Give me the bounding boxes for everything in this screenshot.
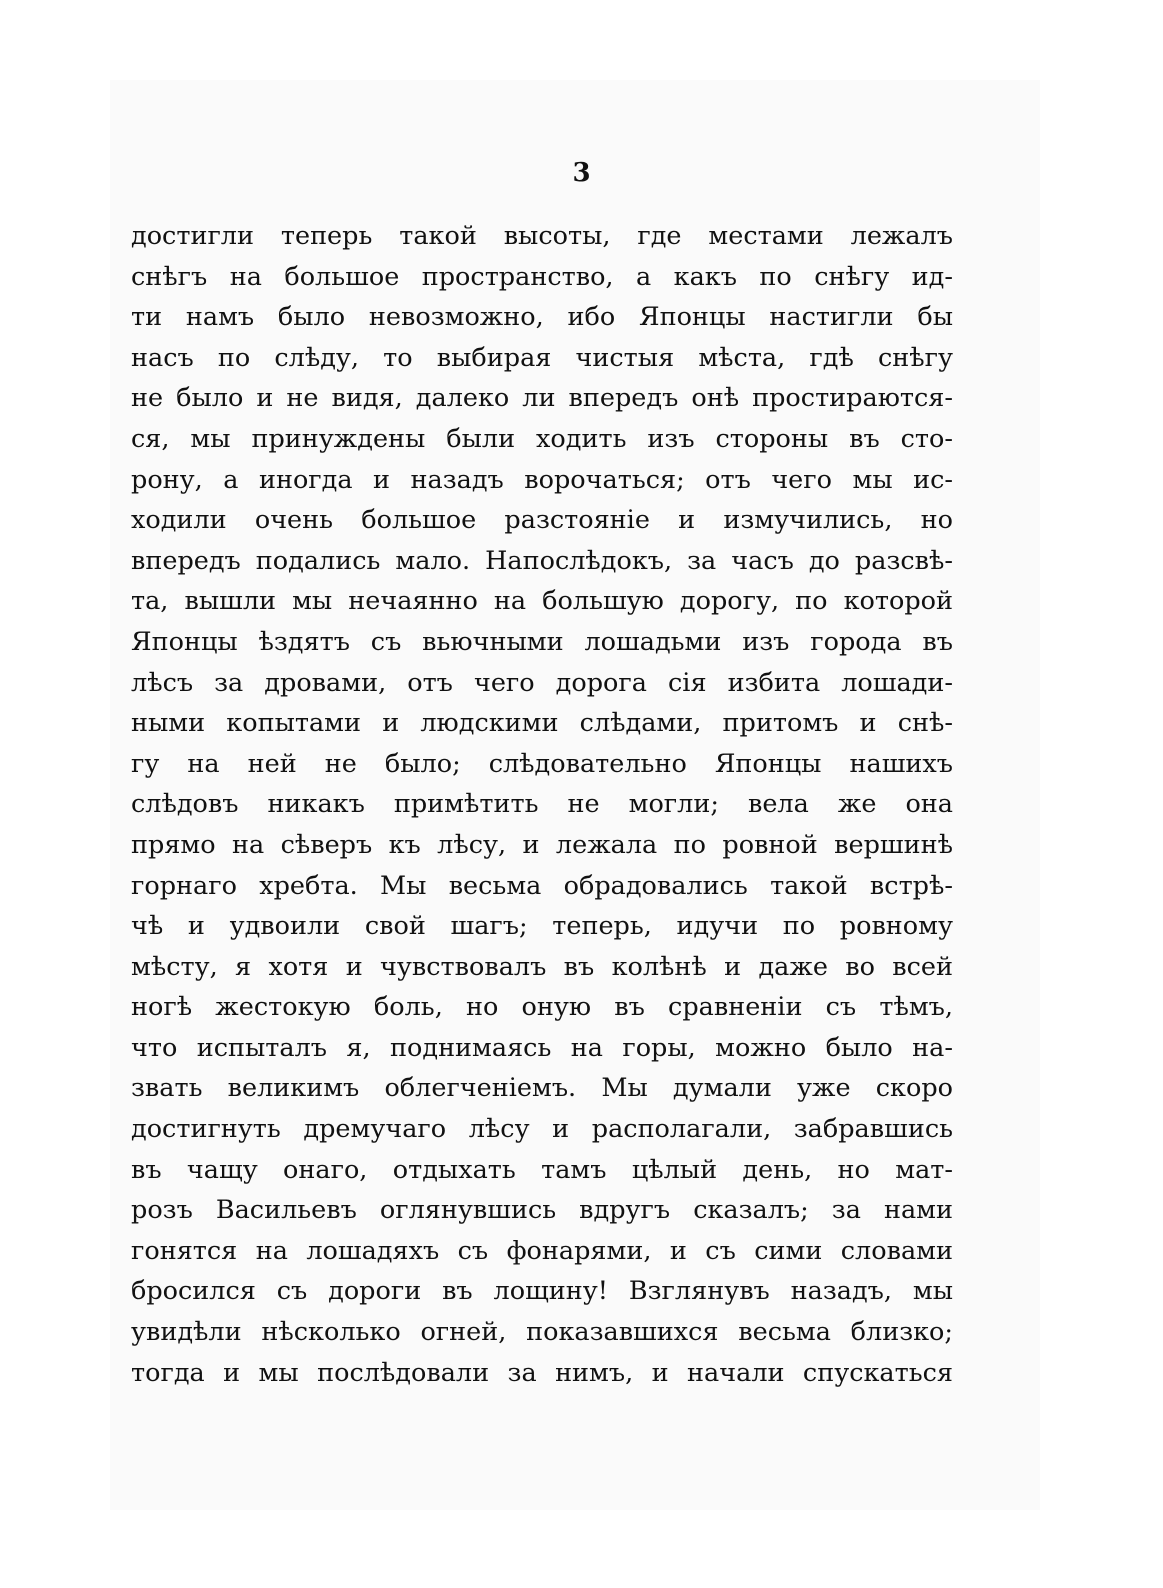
text-line: гу на ней не было; слѣдовательно Японцы нашихъ (131, 748, 953, 779)
text-line: рону, а иногда и назадъ ворочаться; отъ чего мы ис- (131, 464, 953, 495)
text-line: ходили очень большое разстояніе и измучились, но (131, 505, 953, 536)
text-line: ся, мы принуждены были ходить изъ стороны въ сто- (131, 423, 953, 454)
text-line: достигнуть дремучаго лѣсу и располагали, забравшись (131, 1114, 953, 1145)
text-line: достигли теперь такой высоты, где местами лежалъ (131, 221, 953, 251)
text-line: ными копытами и людскими слѣдами, притомъ и снѣ- (131, 708, 953, 739)
text-line: бросился съ дороги въ лощину! Взглянувъ назадъ, мы (131, 1276, 953, 1307)
text-line: слѣдовъ никакъ примѣтить не могли; вела же она (131, 789, 953, 820)
text-line: впередъ подались мало. Напослѣдокъ, за часъ до разсвѣ- (131, 545, 953, 576)
text-line: розъ Васильевъ оглянувшись вдругъ сказалъ; за нами (131, 1195, 953, 1226)
text-line: ти намъ было невозможно, ибо Японцы настигли бы (131, 302, 953, 333)
text-line: мѣсту, я хотя и чувствовалъ въ колѣнѣ и даже во всей (131, 951, 953, 982)
text-line: лѣсъ за дровами, отъ чего дорога сія избита лошади- (131, 667, 953, 698)
text-line: та, вышли мы нечаянно на большую дорогу, по которой (131, 586, 953, 617)
text-line: въ чащу онаго, отдыхать тамъ цѣлый день, но мат- (131, 1154, 953, 1185)
text-line: гонятся на лошадяхъ съ фонарями, и съ сими словами (131, 1235, 953, 1266)
text-line: не было и не видя, далеко ли впередъ онѣ простираются- (131, 383, 953, 414)
text-line: прямо на сѣверъ къ лѣсу, и лежала по ровной вершинѣ (131, 829, 953, 860)
text-line: тогда и мы послѣдовали за нимъ, и начали спускаться (131, 1357, 953, 1388)
text-line: ногѣ жестокую боль, но оную въ сравненіи съ тѣмъ, (131, 992, 953, 1023)
text-line: насъ по слѣду, то выбирая чистыя мѣста, гдѣ снѣгу (131, 342, 953, 373)
text-line: звать великимъ облегченіемъ. Мы думали уже скоро (131, 1073, 953, 1104)
body-text (131, 216, 953, 1393)
text-line: что испыталъ я, поднимаясь на горы, можно было на- (131, 1032, 953, 1063)
text-line: увидѣли нѣсколько огней, показавшихся весьма близко; (131, 1317, 953, 1348)
text-line: горнаго хребта. Мы весьма обрадовались такой встрѣ- (131, 870, 953, 901)
text-line: чѣ и удвоили свой шагъ; теперь, идучи по ровному (131, 911, 953, 942)
text-line: Японцы ѣздятъ съ вьючными лошадьми изъ города въ (131, 626, 953, 657)
text-line: снѣгъ на большое пространство, а какъ по снѣгу ид- (131, 261, 953, 292)
page-number: 3 (572, 158, 591, 188)
